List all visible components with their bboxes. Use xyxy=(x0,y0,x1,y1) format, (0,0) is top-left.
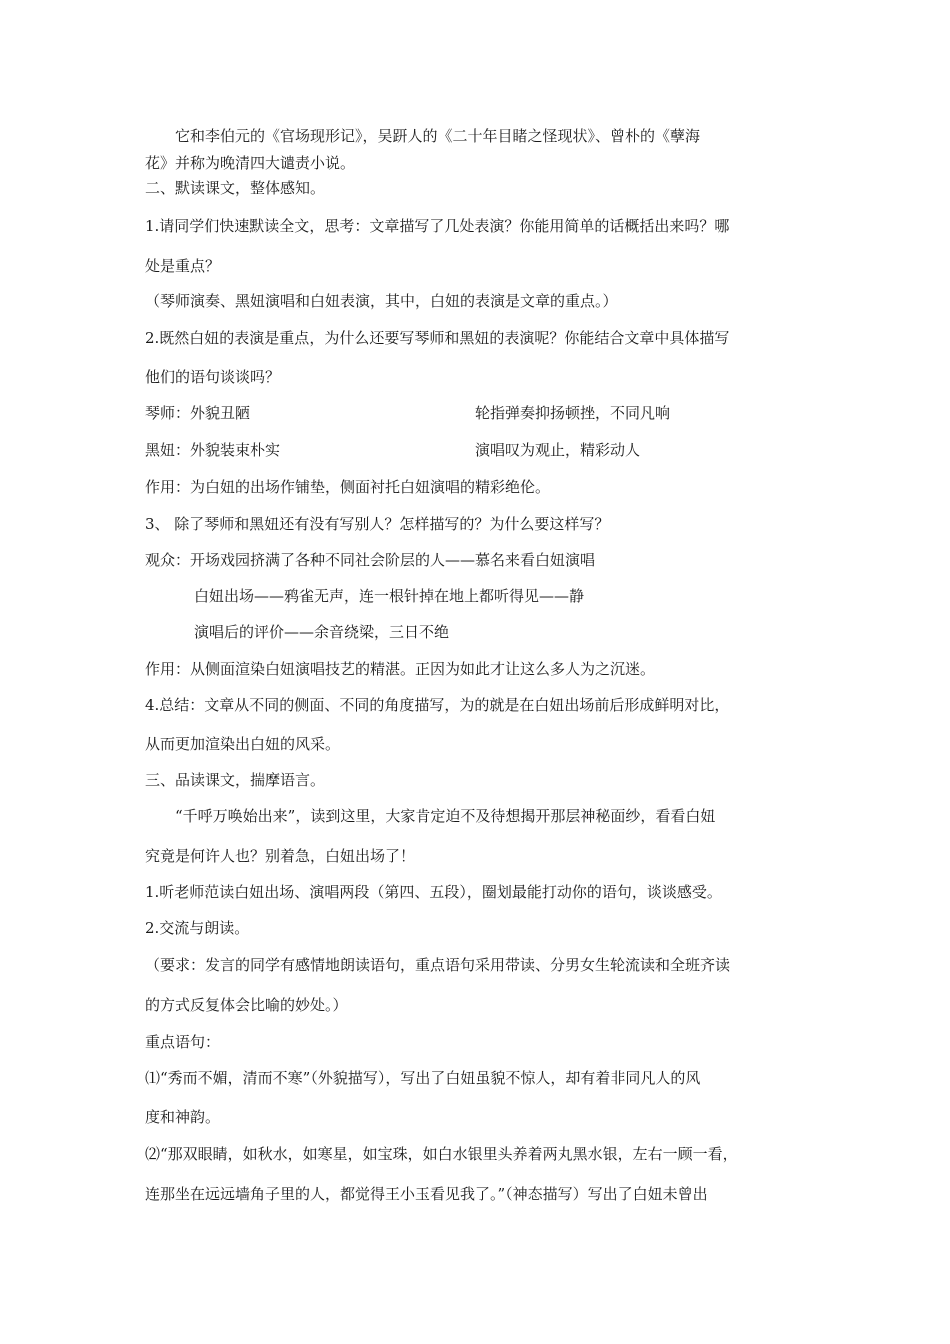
text-line: 作用：为白妞的出场作铺垫，侧面衬托白妞演唱的精彩绝伦。 xyxy=(145,478,551,496)
text-line: 演唱后的评价——余音绕梁，三日不绝 xyxy=(194,623,450,641)
summary-line: 4.总结：文章从不同的侧面、不同的角度描写，为的就是在白妞出场前后形成鲜明对比， xyxy=(145,696,730,714)
pair-right: 演唱叹为观止，精彩动人 xyxy=(475,441,641,459)
question-1: 1.请同学们快速默读全文，思考：文章描写了几处表演？你能用简单的话概括出来吗？哪 xyxy=(145,217,730,235)
key-sentence-1: ⑴“秀而不媚，清而不寒”（外貌描写），写出了白妞虽貌不惊人，却有着非同凡人的风 xyxy=(145,1069,701,1087)
pair-row xyxy=(145,403,671,423)
pair-left: 琴师：外貌丑陋 xyxy=(145,404,251,422)
text-line: 处是重点？ xyxy=(145,257,221,275)
pair-right: 轮指弹奏抑扬顿挫，不同凡响 xyxy=(475,404,671,422)
text-line: 度和神韵。 xyxy=(145,1108,221,1126)
text-line: 从而更加渲染出白妞的风采。 xyxy=(145,735,341,753)
text-line: 的方式反复体会比喻的妙处。） xyxy=(145,996,348,1014)
text-line: 重点语句： xyxy=(145,1033,221,1051)
text-line: 白妞出场——鸦雀无声，连一根针掉在地上都听得见——静 xyxy=(194,587,585,605)
key-sentence-2: ⑵“那双眼睛，如秋水，如寒星，如宝珠，如白水银里头养着两丸黑水银，左右一顾一看， xyxy=(145,1145,738,1163)
text-line: 观众：开场戏园挤满了各种不同社会阶层的人——慕名来看白妞演唱 xyxy=(145,551,596,569)
pair-left: 黑妞：外貌装束朴实 xyxy=(145,441,281,459)
text-line: 他们的语句谈谈吗？ xyxy=(145,368,281,386)
question-3: 3、 除了琴师和黑妞还有没有写别人？怎样描写的？为什么要这样写？ xyxy=(145,515,610,533)
text-line: 2.交流与朗读。 xyxy=(145,919,250,937)
pair-row xyxy=(145,440,641,460)
text-line: 它和李伯元的《官场现形记》，吴趼人的《二十年目睹之怪现状》、曾朴的《孽海 xyxy=(175,127,701,145)
text-line: 作用：从侧面渲染白妞演唱技艺的精湛。正因为如此才让这么多人为之沉迷。 xyxy=(145,660,656,678)
section-heading: 二、默读课文，整体感知。 xyxy=(145,179,326,197)
text-line: 1.听老师范读白妞出场、演唱两段（第四、五段），圈划最能打动你的语句，谈谈感受。 xyxy=(145,883,722,901)
answer-note: （琴师演奏、黑妞演唱和白妞表演，其中，白妞的表演是文章的重点。） xyxy=(145,292,618,310)
text-line: 连那坐在远远墙角子里的人，都觉得王小玉看见我了。”（神态描写）写出了白妞未曾出 xyxy=(145,1185,708,1203)
text-line: “千呼万唤始出来”，读到这里，大家肯定迫不及待想揭开那层神秘面纱，看看白妞 xyxy=(175,807,716,825)
requirement-note: （要求：发言的同学有感情地朗读语句，重点语句采用带读、分男女生轮流读和全班齐读 xyxy=(145,956,731,974)
question-2: 2.既然白妞的表演是重点，为什么还要写琴师和黑妞的表演呢？你能结合文章中具体描写 xyxy=(145,329,730,347)
text-line: 究竟是何许人也？别着急，白妞出场了！ xyxy=(145,847,416,865)
text-line: 花》并称为晚清四大谴责小说。 xyxy=(145,154,356,172)
section-heading: 三、品读课文，揣摩语言。 xyxy=(145,771,326,789)
